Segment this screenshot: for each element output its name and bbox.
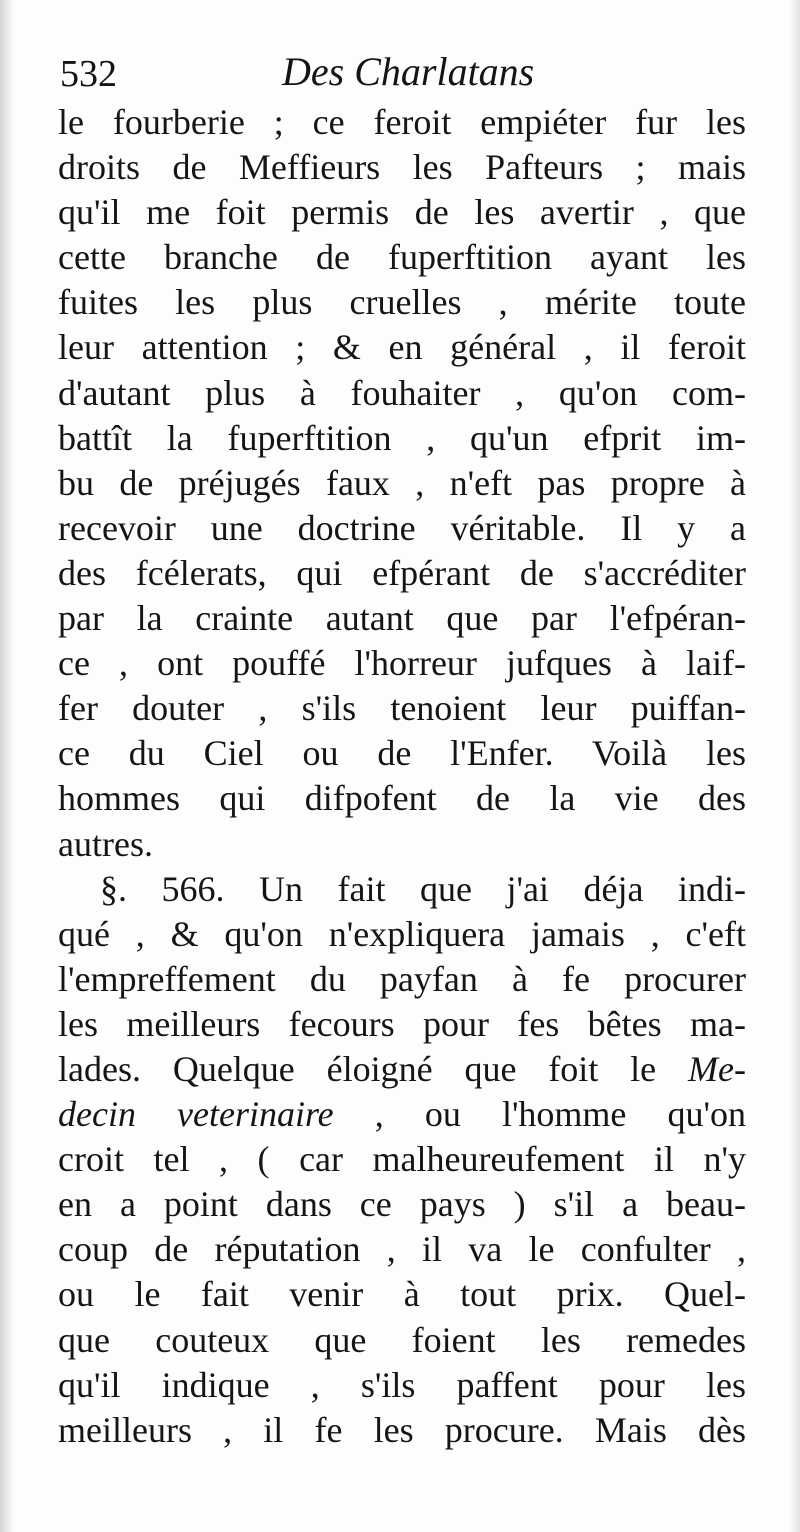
text-line: coup de réputation , il va le confulter , — [58, 1229, 746, 1270]
text-line: droits de Meffieurs les Pafteurs ; mais — [58, 147, 746, 188]
text-line: qué , & qu'on n'expliquera jamais , c'eft — [58, 913, 746, 954]
text-line: cette branche de fuperftition ayant les — [58, 237, 746, 278]
text-line: qu'il indique , s'ils paffent pour les — [58, 1364, 746, 1405]
text-run: , ou l'homme qu'on — [333, 1094, 746, 1135]
text-line: hommes qui difpofent de la vie des — [58, 778, 746, 819]
text-line: qu'il me foit permis de les avertir , que — [58, 192, 746, 233]
page-number: 532 — [60, 53, 117, 95]
running-head — [60, 46, 750, 100]
text-line: le fourberie ; ce feroit empiéter fur les — [58, 102, 746, 142]
text-line: ou le fait venir à tout prix. Quel- — [58, 1274, 746, 1315]
text-line: meilleurs , il fe les procure. Mais dès — [58, 1409, 746, 1450]
text-line: fuites les plus cruelles , mérite toute — [58, 282, 746, 323]
text-line: des fcélerats, qui efpérant de s'accréditer — [58, 552, 746, 593]
text-run: lades. Quelque éloigné que foit le — [58, 1048, 689, 1089]
body-text — [58, 100, 746, 1453]
text-line: battît la fuperftition , qu'un efprit im- — [58, 417, 746, 458]
text-line: recevoir une doctrine véritable. Il y a — [58, 507, 746, 548]
text-line: bu de préjugés faux , n'eft pas propre à — [58, 462, 746, 503]
text-line: par la crainte autant que par l'efpéran- — [58, 598, 746, 639]
text-line: ce du Ciel ou de l'Enfer. Voilà les — [58, 733, 746, 774]
text-line: que couteux que foient les remedes — [58, 1319, 746, 1360]
text-line-mixed — [58, 1047, 746, 1092]
text-line-mixed — [58, 1092, 746, 1137]
italic-run: Me- — [688, 1048, 746, 1089]
running-title: Des Charlatans — [282, 49, 535, 94]
section-start-line: §. 566. Un fait que j'ai déja indi- — [100, 868, 746, 909]
text-line: croit tel , ( car malheureufement il n'y — [58, 1139, 746, 1180]
italic-run: decin veterinaire — [58, 1094, 334, 1135]
paragraph-end-line: autres. — [58, 823, 153, 864]
text-line: d'autant plus à fouhaiter , qu'on com- — [58, 372, 746, 413]
text-line: les meilleurs fecours pour fes bêtes ma- — [58, 1003, 746, 1044]
text-line: leur attention ; & en général , il feroit — [58, 327, 746, 368]
text-line: en a point dans ce pays ) s'il a beau- — [58, 1184, 746, 1225]
text-line: fer douter , s'ils tenoient leur puiffan- — [58, 688, 746, 729]
text-line: ce , ont pouffé l'horreur jufques à laif- — [58, 643, 746, 684]
text-line: l'empreffement du payfan à fe procurer — [58, 958, 746, 999]
